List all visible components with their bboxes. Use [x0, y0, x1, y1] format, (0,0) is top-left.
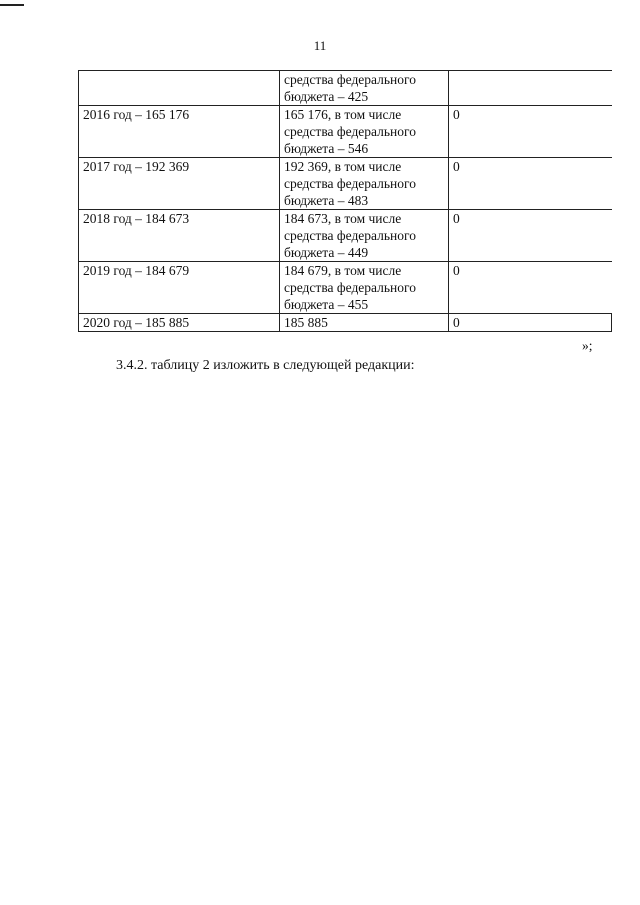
table-row: [79, 71, 612, 106]
table-row: [79, 314, 612, 332]
other-cell: [449, 71, 612, 106]
table-row: [79, 158, 612, 210]
year-cell: 2020 год – 185 885: [79, 314, 280, 332]
scan-corner-mark: [0, 4, 24, 6]
table-row: [79, 262, 612, 314]
total-cell: 192 369, в том числе средства федерального бюджета – 483: [280, 158, 449, 210]
closing-quote: »;: [582, 338, 593, 353]
year-cell: 2018 год – 184 673: [79, 210, 280, 262]
year-cell: 2017 год – 192 369: [79, 158, 280, 210]
year-cell: [79, 71, 280, 106]
other-cell: 0: [449, 158, 612, 210]
other-cell: 0: [449, 106, 612, 158]
budget-table: [78, 70, 612, 332]
table-row: [79, 106, 612, 158]
total-cell: средства федерального бюджета – 425: [280, 71, 449, 106]
total-cell: 165 176, в том числе средства федерального бюджета – 546: [280, 106, 449, 158]
year-cell: 2019 год – 184 679: [79, 262, 280, 314]
other-cell: 0: [449, 262, 612, 314]
total-cell: 184 679, в том числе средства федерального бюджета – 455: [280, 262, 449, 314]
year-cell: 2016 год – 165 176: [79, 106, 280, 158]
other-cell: 0: [449, 210, 612, 262]
total-cell: 184 673, в том числе средства федерального бюджета – 449: [280, 210, 449, 262]
page-number: 11: [313, 38, 327, 53]
instruction-paragraph: 3.4.2. таблицу 2 изложить в следующей редакции:: [116, 358, 415, 373]
other-cell: 0: [449, 314, 612, 332]
table-row: [79, 210, 612, 262]
total-cell: 185 885: [280, 314, 449, 332]
